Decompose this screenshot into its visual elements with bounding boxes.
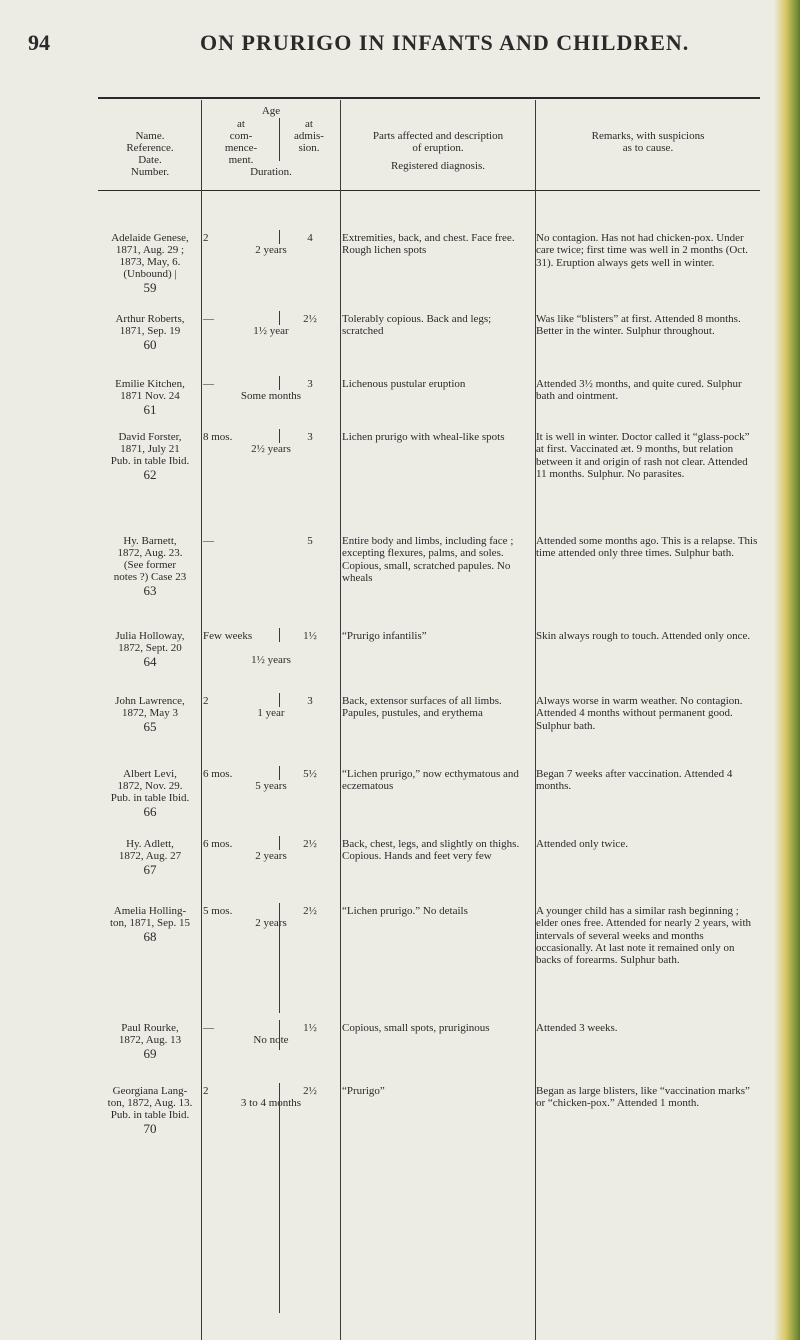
patient-name-line: 1871, Sep. 19 [119, 325, 181, 337]
remarks-text: Began 7 weeks after vaccination. Attended 4 months. [536, 768, 733, 793]
age-subdivider [279, 1083, 280, 1313]
patient-name-line: ton, 1872, Aug. 13. [107, 1097, 193, 1109]
header-age-label: Age [261, 105, 281, 117]
patient-name-line: Pub. in table Ibid. [110, 792, 190, 804]
age-at-admission: 4 [307, 232, 313, 244]
age-at-commencement: 2 [203, 232, 209, 244]
duration: 3 to 4 months [240, 1097, 302, 1109]
case-number: 66 [143, 804, 157, 819]
age-at-admission: 5½ [303, 768, 317, 780]
duration: 2½ years [251, 443, 291, 455]
patient-name-line: 1872, May 3 [122, 707, 178, 719]
header-age-start: at com- mence- ment. [224, 118, 258, 166]
case-number: 63 [143, 583, 157, 598]
column-divider-name [201, 100, 202, 1340]
age-at-commencement: 5 mos. [203, 905, 233, 917]
age-at-admission: 1½ [303, 630, 317, 642]
patient-name-line: Paul Rourke, [121, 1022, 179, 1034]
patient-name-line: Pub. in table Ibid. [110, 1109, 190, 1121]
page-edge-discoloration [774, 0, 800, 1340]
case-number: 62 [143, 467, 157, 482]
patient-name-line: David Forster, [118, 431, 182, 443]
remarks-text: A younger child has a similar rash beginning ; elder ones free. Attended for nearly 2 years, with intervals of several weeks and months occasionally. At last note it remained only on backs of forearms. Sulphur bath. [536, 905, 752, 967]
eruption-description: “Prurigo infantilis” [342, 630, 427, 642]
age-at-admission: 5 [307, 535, 313, 547]
age-at-commencement: — [203, 535, 214, 547]
patient-name-line: 1871, July 21 [120, 443, 180, 455]
patient-name-line: Georgiana Lang- [112, 1085, 188, 1097]
age-at-admission: 3 [307, 378, 313, 390]
age-at-admission: 1½ [303, 1022, 317, 1034]
patient-name-line: 1871 Nov. 24 [120, 390, 180, 402]
page-number: 94 [28, 30, 50, 55]
patient-name-line: 1872, Sept. 20 [118, 642, 182, 654]
age-subdivider [279, 230, 280, 244]
age-at-commencement: 8 mos. [203, 431, 233, 443]
age-subdivider [279, 311, 280, 325]
age-at-commencement: — [203, 313, 214, 325]
age-at-commencement: 2 [203, 695, 209, 707]
remarks-text: No contagion. Has not had chicken-pox. Under care twice; first time was well in 2 months (Oct. 31). Eruption always gets well in winter. [536, 232, 748, 269]
case-number: 67 [143, 862, 157, 877]
remarks-text: Attended 3½ months, and quite cured. Sulphur bath and ointment. [536, 378, 742, 403]
age-at-commencement: Few weeks [203, 630, 253, 642]
duration: 2 years [255, 244, 287, 256]
patient-name-line: Hy. Adlett, [126, 838, 174, 850]
age-at-admission: 3 [307, 695, 313, 707]
remarks-text: Attended some months ago. This is a relapse. This time attended only three times. Sulphur bath. [536, 535, 758, 560]
patient-name-line: Adelaide Genese, [111, 232, 189, 244]
header-duration: Duration. [250, 166, 292, 178]
eruption-description: Back, extensor surfaces of all limbs. Papules, pustules, and erythema [342, 695, 502, 720]
duration: 2 years [255, 917, 287, 929]
remarks-text: It is well in winter. Doctor called it “glass-pock” at first. Vaccinated æt. 9 months, but relation between it and origin of rash not clear. Attended 11 months. Sulphur. No parasites. [536, 431, 750, 480]
patient-name-line: John Lawrence, [115, 695, 185, 707]
age-subdivider [279, 376, 280, 390]
patient-name-line: Albert Levi, [123, 768, 177, 780]
column-divider-age [340, 100, 341, 1340]
duration: 2 years [255, 850, 287, 862]
eruption-description: Lichenous pustular eruption [342, 378, 466, 390]
patient-name-line: 1872, Aug. 13 [118, 1034, 182, 1046]
patient-name-line: 1872, Aug. 27 [118, 850, 182, 862]
duration: 1½ year [253, 325, 289, 337]
age-at-commencement: 6 mos. [203, 768, 233, 780]
patient-name-line: Amelia Holling- [113, 905, 187, 917]
patient-name-line: ton, 1871, Sep. 15 [109, 917, 191, 929]
eruption-description: “Lichen prurigo,” now ecthymatous and eczematous [342, 768, 519, 793]
age-at-admission: 2½ [303, 313, 317, 325]
eruption-description: Extremities, back, and chest. Face free. Rough lichen spots [342, 232, 515, 257]
case-number: 69 [143, 1046, 157, 1061]
age-subdivider [279, 903, 280, 1013]
age-at-admission: 2½ [303, 905, 317, 917]
header-remarks-col: Remarks, with suspicions as to cause. [591, 130, 705, 154]
remarks-text: Was like “blisters” at first. Attended 8 months. Better in the winter. Sulphur throughout. [536, 313, 741, 338]
duration: 1½ years [251, 654, 291, 666]
duration: Some months [240, 390, 302, 402]
case-number: 70 [143, 1121, 157, 1136]
eruption-description: “Lichen prurigo.” No details [342, 905, 468, 917]
patient-name-line: (Unbound) | [123, 268, 177, 280]
header-name-col: Name. Reference. Date. Number. [126, 130, 174, 178]
header-bottom-rule [98, 190, 760, 191]
patient-name-line: notes ?) Case 23 [113, 571, 187, 583]
eruption-description: Back, chest, legs, and slightly on thighs. Copious. Hands and feet very few [342, 838, 520, 863]
case-number: 59 [143, 280, 157, 295]
patient-name-line: 1873, May, 6. [119, 256, 181, 268]
patient-name-line: Pub. in table Ibid. [110, 455, 190, 467]
remarks-text: Attended 3 weeks. [536, 1022, 618, 1034]
running-title: ON PRURIGO IN INFANTS AND CHILDREN. [200, 30, 690, 55]
patient-name-line: (See former [123, 559, 177, 571]
eruption-description: Entire body and limbs, including face ; excepting flexures, palms, and soles. Copious, small, scratched papules. No wheals [342, 535, 514, 584]
header-age-admission: at admis- sion. [294, 118, 324, 154]
duration: 1 year [257, 707, 285, 719]
patient-name-line: Emilie Kitchen, [115, 378, 185, 390]
eruption-description: Tolerably copious. Back and legs; scratched [342, 313, 492, 338]
case-number: 61 [143, 402, 157, 417]
duration: 5 years [255, 780, 287, 792]
patient-name-line: 1872, Nov. 29. [117, 780, 183, 792]
patient-name-line: 1872, Aug. 23. [117, 547, 183, 559]
table-top-rule [98, 97, 760, 99]
patient-name-line: Arthur Roberts, [115, 313, 185, 325]
patient-name-line: 1871, Aug. 29 ; [115, 244, 185, 256]
age-subdivider [279, 429, 280, 443]
remarks-text: Always worse in warm weather. No contagion. Attended 4 months without permanent good. Sulphur bath. [536, 695, 743, 732]
case-number: 68 [143, 929, 157, 944]
header-registered-diagnosis: Registered diagnosis. [390, 160, 486, 172]
remarks-text: Began as large blisters, like “vaccination marks” or “chicken-pox.” Attended 1 month. [536, 1085, 750, 1110]
eruption-description: Lichen prurigo with wheal-like spots [342, 431, 505, 443]
age-at-commencement: 2 [203, 1085, 209, 1097]
age-at-commencement: — [203, 378, 214, 390]
duration: No note [253, 1034, 289, 1046]
age-at-admission: 2½ [303, 1085, 317, 1097]
age-at-admission: 2½ [303, 838, 317, 850]
remarks-text: Skin always rough to touch. Attended only once. [536, 630, 751, 642]
age-subdivider [279, 693, 280, 707]
age-subdivider [279, 836, 280, 850]
age-at-admission: 3 [307, 431, 313, 443]
age-subdivider [279, 766, 280, 780]
eruption-description: “Prurigo” [342, 1085, 385, 1097]
age-at-commencement: — [203, 1022, 214, 1034]
age-subdivider [279, 1020, 280, 1050]
patient-name-line: Hy. Barnett, [123, 535, 177, 547]
case-number: 65 [143, 719, 157, 734]
case-number: 60 [143, 337, 157, 352]
case-number: 64 [143, 654, 157, 669]
remarks-text: Attended only twice. [536, 838, 628, 850]
patient-name-line: Julia Holloway, [115, 630, 185, 642]
age-at-commencement: 6 mos. [203, 838, 233, 850]
header-parts-col: Parts affected and description of eruption. [372, 130, 504, 154]
eruption-description: Copious, small spots, pruriginous [342, 1022, 490, 1034]
age-subdivider [279, 628, 280, 642]
